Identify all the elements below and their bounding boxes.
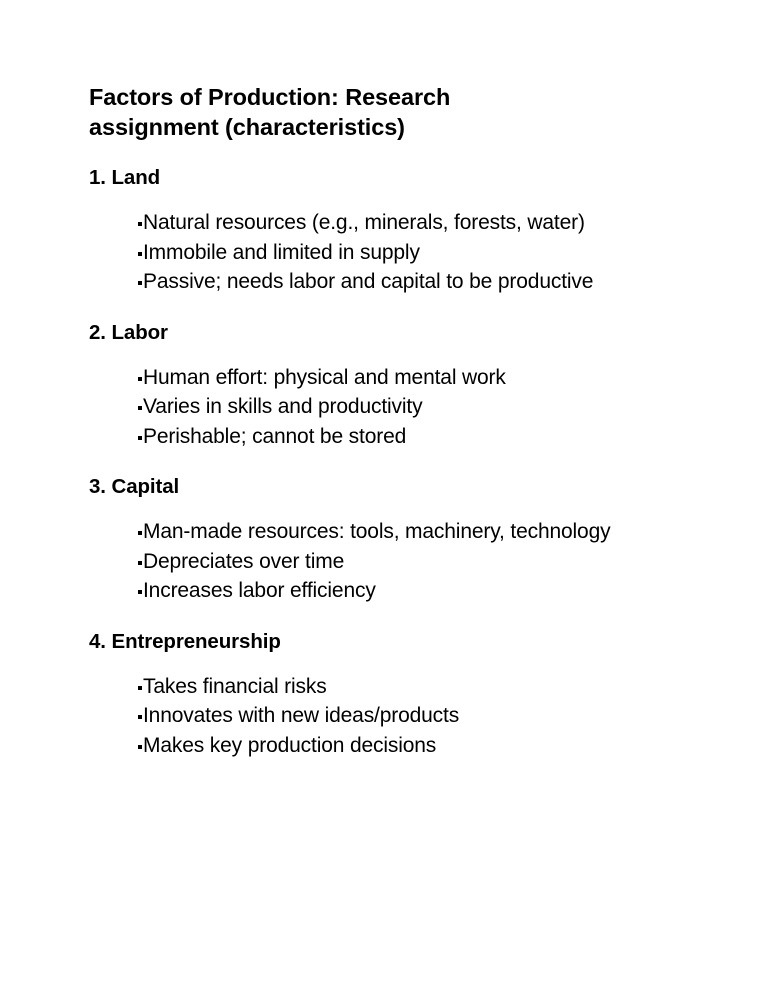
square-dot-icon bbox=[138, 715, 142, 719]
square-dot-icon bbox=[138, 531, 142, 535]
list-item bbox=[89, 392, 669, 422]
square-dot-icon bbox=[138, 377, 142, 381]
section-heading-entrepreneurship: 4. Entrepreneurship bbox=[89, 629, 281, 653]
document-body bbox=[89, 82, 669, 760]
list-item-label: Passive; needs labor and capital to be productive bbox=[143, 270, 594, 293]
square-dot-icon bbox=[138, 252, 142, 256]
title-spacer bbox=[89, 142, 669, 164]
list-item bbox=[89, 238, 669, 268]
list-item-label: Natural resources (e.g., minerals, forests, water) bbox=[143, 211, 585, 234]
list-item-label: Innovates with new ideas/products bbox=[143, 704, 460, 727]
list-item bbox=[89, 267, 669, 297]
square-dot-icon bbox=[138, 686, 142, 690]
list-item-label: Varies in skills and productivity bbox=[143, 395, 423, 418]
list-item bbox=[89, 701, 669, 731]
list-item-label: Makes key production decisions bbox=[143, 733, 437, 757]
heading-spacer bbox=[89, 500, 669, 517]
list-item-label: Depreciates over time bbox=[143, 549, 345, 573]
list-item-label: Perishable; cannot be stored bbox=[143, 424, 407, 448]
square-dot-icon bbox=[138, 281, 142, 285]
list-item-label: Man-made resources: tools, machinery, technology bbox=[143, 520, 611, 543]
heading-spacer bbox=[89, 346, 669, 363]
section-spacer bbox=[89, 297, 669, 319]
square-dot-icon bbox=[138, 222, 142, 226]
section-spacer bbox=[89, 451, 669, 473]
list-item-label: Immobile and limited in supply bbox=[143, 240, 420, 264]
square-dot-icon bbox=[138, 436, 142, 440]
square-dot-icon bbox=[138, 561, 142, 565]
section-labor bbox=[89, 319, 669, 452]
list-item bbox=[89, 672, 669, 702]
list-item bbox=[89, 731, 669, 761]
section-heading-labor: 2. Labor bbox=[89, 320, 168, 344]
section-heading-capital: 3. Capital bbox=[89, 475, 180, 498]
heading-spacer bbox=[89, 191, 669, 208]
section-capital bbox=[89, 473, 669, 606]
bullet-list-land bbox=[89, 208, 669, 297]
square-dot-icon bbox=[138, 590, 142, 594]
section-heading-land: 1. Land bbox=[89, 166, 161, 189]
bullet-list-labor bbox=[89, 363, 669, 452]
list-item-label: Human effort: physical and mental work bbox=[143, 365, 506, 389]
square-dot-icon bbox=[138, 406, 142, 410]
list-item bbox=[89, 422, 669, 452]
list-item bbox=[89, 517, 669, 547]
section-land bbox=[89, 164, 669, 297]
bullet-list-capital bbox=[89, 517, 669, 606]
heading-spacer bbox=[89, 655, 669, 672]
square-dot-icon bbox=[138, 745, 142, 749]
list-item bbox=[89, 547, 669, 577]
page-title: Factors of Production: Research assignment (characteristics) bbox=[89, 84, 451, 140]
section-entrepreneurship bbox=[89, 628, 669, 761]
list-item-label: Takes financial risks bbox=[143, 674, 327, 698]
list-item bbox=[89, 576, 669, 606]
section-spacer bbox=[89, 606, 669, 628]
list-item bbox=[89, 208, 669, 238]
list-item-label: Increases labor efficiency bbox=[143, 579, 376, 602]
list-item bbox=[89, 363, 669, 393]
bullet-list-entrepreneurship bbox=[89, 672, 669, 761]
